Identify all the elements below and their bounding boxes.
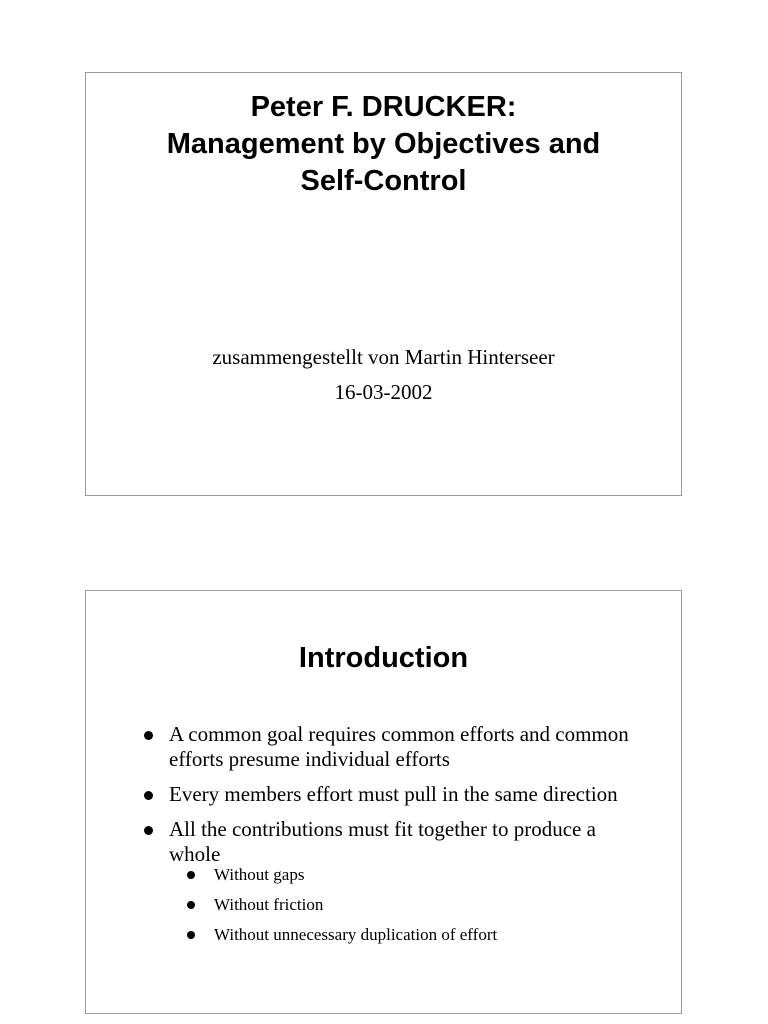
bullet-icon (144, 791, 153, 800)
author-line: zusammengestellt von Martin Hinterseer (212, 345, 555, 369)
slide-introduction (85, 590, 682, 1014)
date-line: 16-03-2002 (334, 380, 433, 404)
bullet-text: A common goal requires common efforts and common efforts presume individual efforts (169, 722, 629, 771)
sub-bullet-text: Without friction (214, 895, 324, 914)
bullet-list (140, 722, 650, 955)
bullet-item (140, 782, 650, 807)
sub-bullet-item (169, 925, 650, 945)
bullet-item (140, 722, 650, 772)
slide-title-heading (86, 89, 681, 200)
bullet-icon (187, 871, 195, 879)
sub-bullet-list (169, 865, 650, 945)
section-title: Introduction (298, 642, 469, 674)
title-line: Management by Objectives and (166, 128, 601, 160)
bullet-item (140, 817, 650, 945)
bullet-icon (187, 901, 195, 909)
bullet-text: All the contributions must fit together to produce a whole (169, 817, 596, 866)
bullet-icon (187, 931, 195, 939)
title-line: Self-Control (300, 165, 467, 197)
sub-bullet-item (169, 865, 650, 885)
sub-bullet-text: Without gaps (214, 865, 305, 884)
bullet-icon (144, 826, 153, 835)
slide-title (85, 72, 682, 496)
sub-bullet-text: Without unnecessary duplication of effort (214, 925, 498, 944)
bullet-icon (144, 731, 153, 740)
title-line: Peter F. DRUCKER: (250, 91, 517, 123)
sub-bullet-item (169, 895, 650, 915)
bullet-text: Every members effort must pull in the same direction (169, 782, 618, 806)
